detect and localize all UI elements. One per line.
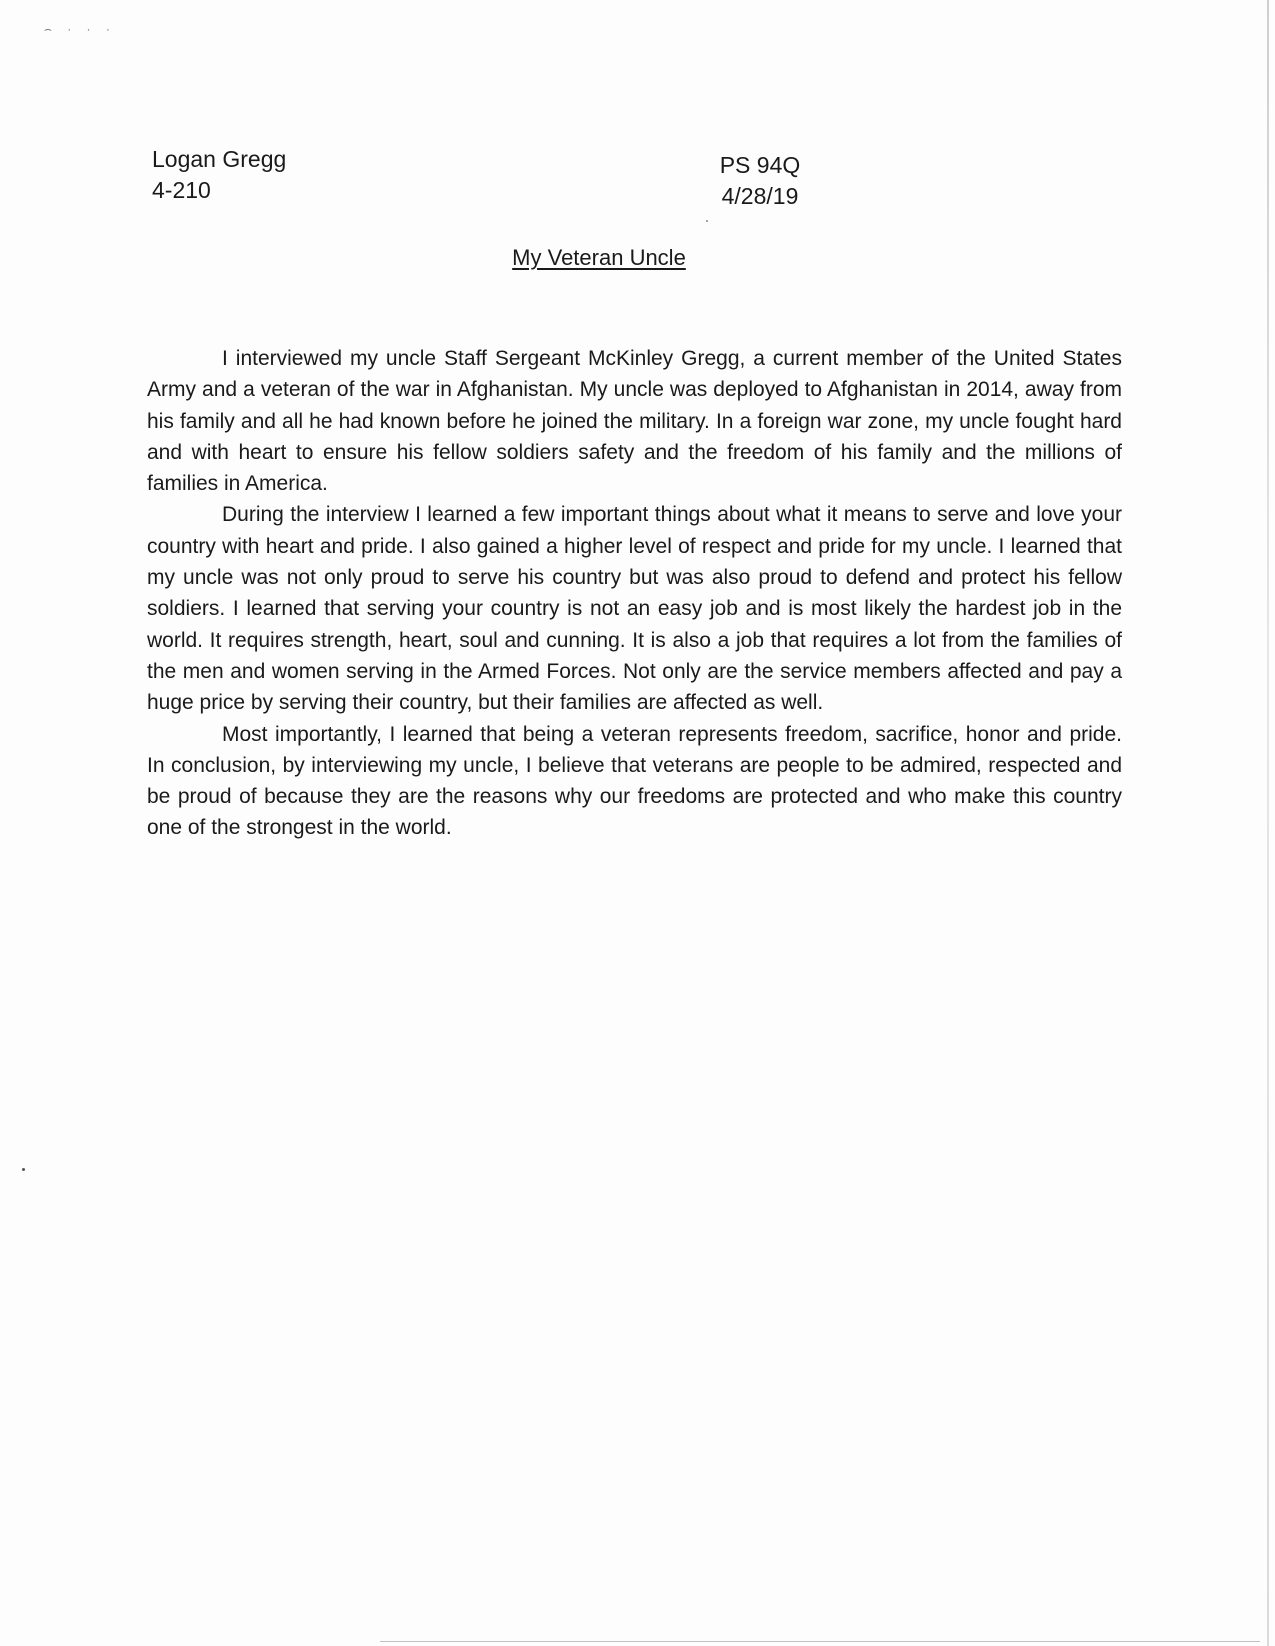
student-name: Logan Gregg	[152, 146, 287, 172]
paragraph-2: During the interview I learned a few important things about what it means to serve and love your country with heart and pride. I also gained a higher level of respect and pride for my uncle. I learned that my uncle was not only proud to serve his country but was also proud to defend and protect his fellow soldiers. I learned that serving your country is not an easy job and is most likely the hardest job in the world. It requires strength, heart, soul and cunning. It is also a job that requires a lot from the families of the men and women serving in the Armed Forces. Not only are the service members affected and pay a huge price by serving their country, but their families are affected as well.	[147, 503, 1122, 715]
scan-artifact-marks: ⌢ · · ·	[44, 22, 116, 36]
paragraph-3: Most importantly, I learned that being a veteran represents freedom, sacrifice, honor and pride. In conclusion, by interviewing my uncle, I believe that veterans are people to be admired, respected and be proud of because they are the reasons why our freedoms are protected and who make this country one of the strongest in the world.	[147, 722, 1122, 840]
essay-body	[147, 343, 1122, 844]
essay-date: 4/28/19	[721, 183, 799, 209]
scan-bottom-edge	[380, 1641, 1260, 1642]
scan-speck	[706, 220, 708, 222]
scan-edge-shadow	[1267, 0, 1269, 1646]
scan-speck-left	[22, 1168, 25, 1171]
essay-title: My Veteran Uncle	[512, 245, 686, 270]
header-student-block	[152, 144, 286, 206]
paragraph-1: I interviewed my uncle Staff Sergeant McKinley Gregg, a current member of the United States Army and a veteran of the war in Afghanistan. My uncle was deployed to Afghanistan in 2014, away from his family and all he had known before he joined the military. In a foreign war zone, my uncle fought hard and with heart to ensure his fellow soldiers safety and the freedom of his family and the millions of families in America.	[147, 347, 1122, 496]
class-number: 4-210	[152, 177, 211, 203]
school-name: PS 94Q	[719, 152, 801, 178]
header-school-block	[700, 150, 820, 212]
